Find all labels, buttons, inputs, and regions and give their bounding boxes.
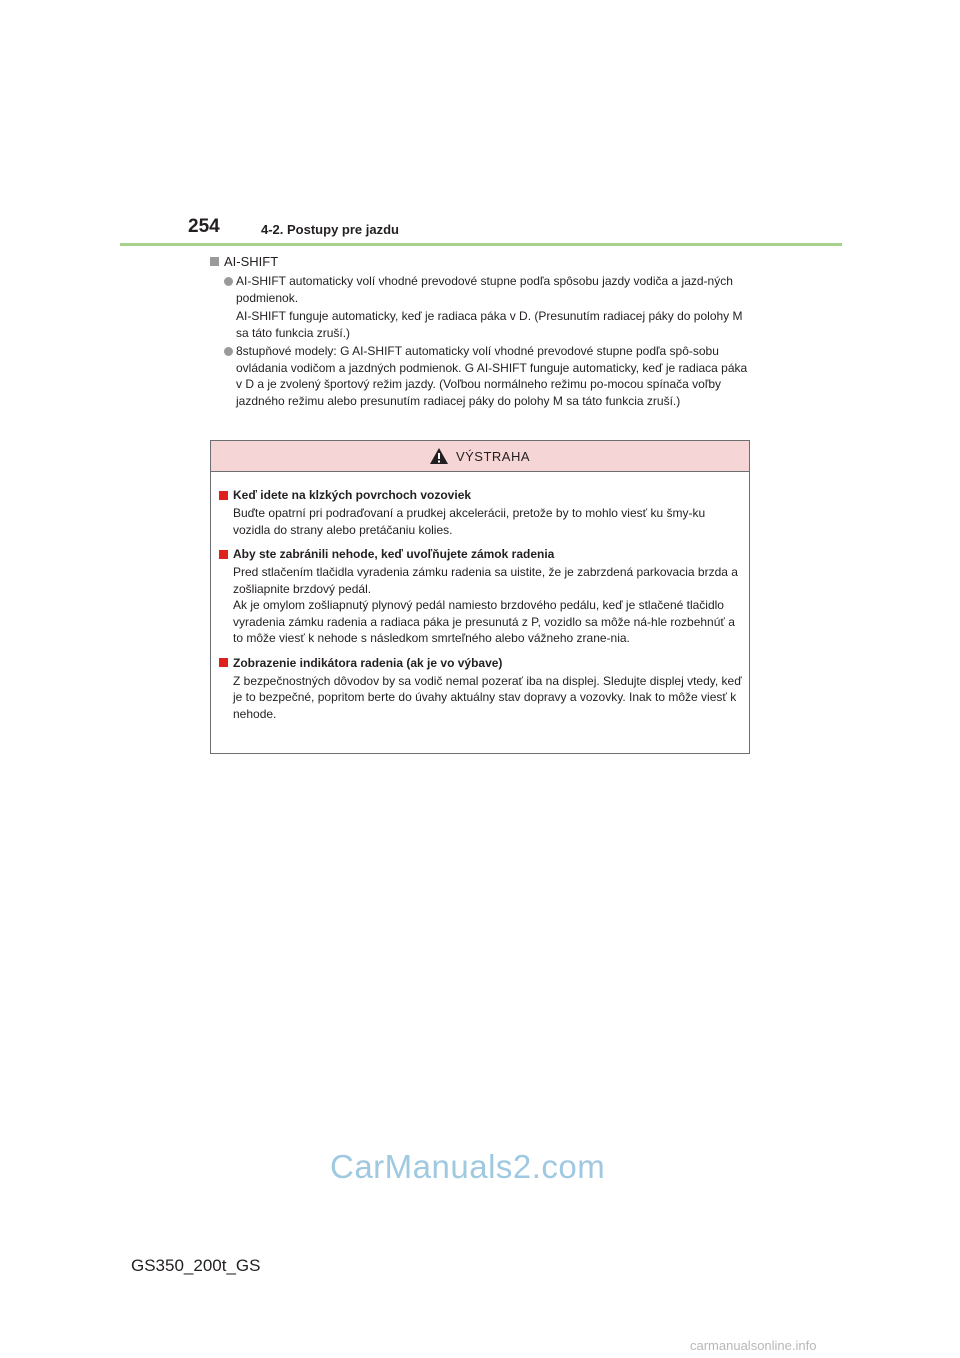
circle-bullet-icon — [224, 277, 233, 286]
page-header — [120, 216, 842, 246]
bullet-text: 8stupňové modely: G AI-SHIFT automaticky volí vhodné prevodové stupne podľa spô-sobu ovládania vodičom a jazdných podmienok. G AI-SHIFT funguje automaticky, keď je radiaca páka v D a je zvolený športový režim jazdy. (Voľbou normálneho režimu po-mocou spínača voľby jazdného režimu alebo presunutím radiacej páky do polohy M sa táto funkcia zruší.) — [236, 344, 748, 408]
circle-bullet-icon — [224, 347, 233, 356]
red-square-icon — [219, 550, 228, 559]
warning-item-text: Buďte opatrní pri podraďovaní a prudkej akcelerácii, pretože by to mohlo viesť ku šmy-ku vozidla do strany alebo pretáčaniu kolies. — [233, 506, 706, 537]
warning-box — [210, 440, 750, 754]
square-bullet-icon — [210, 257, 219, 266]
main-content — [210, 254, 755, 411]
warning-triangle-icon — [430, 448, 448, 464]
site-watermark: carmanualsonline.info — [690, 1338, 817, 1353]
warning-heading-text: Aby ste zabránili nehode, keď uvoľňujete zámok radenia — [233, 547, 555, 561]
warning-heading-text: Keď idete na klzkých povrchoch vozoviek — [233, 488, 472, 502]
warning-heading-text: Zobrazenie indikátora radenia (ak je vo výbave) — [233, 655, 503, 670]
warning-item-heading — [219, 488, 743, 502]
bullet-text: AI-SHIFT automaticky volí vhodné prevodové stupne podľa spôsobu jazdy vodiča a jazd-ných podmienok. — [236, 274, 733, 305]
paragraph: AI-SHIFT funguje automaticky, keď je radiaca páka v D. (Presunutím radiacej páky do polohy M sa táto funkcia zruší.) — [236, 309, 743, 340]
warning-title: VÝSTRAHA — [455, 448, 531, 464]
watermark-logo: CarManuals2.com — [330, 1148, 606, 1185]
section-title: 4-2. Postupy pre jazdu — [261, 222, 399, 237]
heading-text: AI-SHIFT — [224, 254, 279, 269]
warning-item-text: Z bezpečnostných dôvodov by sa vodič nemal pozerať iba na displej. Sledujte displej vtedy, keď je to bezpečné, popritom berte do úvahy aktuálny stav dopravy a vozovky. Inak to môže viesť k nehode. — [233, 673, 742, 721]
warning-item-text: Ak je omylom zošliapnutý plynový pedál namiesto brzdového pedálu, keď je stlačené tlačidlo vyradenia zámku radenia a radiaca páka je presunutá z P, vozidlo sa môže ná-hle rozbehnúť a to môže viesť k nehode s následkom smrteľného alebo vážneho zrane-nia. — [233, 598, 735, 645]
warning-body — [211, 472, 749, 722]
warning-header — [211, 441, 749, 472]
section-heading — [210, 254, 755, 269]
page-number: 254 — [188, 216, 220, 237]
list-item — [210, 273, 755, 306]
header-rule — [120, 243, 842, 246]
warning-item-heading — [219, 547, 743, 561]
red-square-icon — [219, 658, 228, 667]
list-item — [210, 343, 755, 409]
red-square-icon — [219, 491, 228, 500]
warning-item-heading — [219, 656, 743, 670]
model-code: GS350_200t_GS — [131, 1256, 261, 1275]
warning-item-text: Pred stlačením tlačidla vyradenia zámku radenia sa uistite, že je zabrzdená parkovacia brzda a zošliapnite brzdový pedál. — [233, 565, 738, 596]
